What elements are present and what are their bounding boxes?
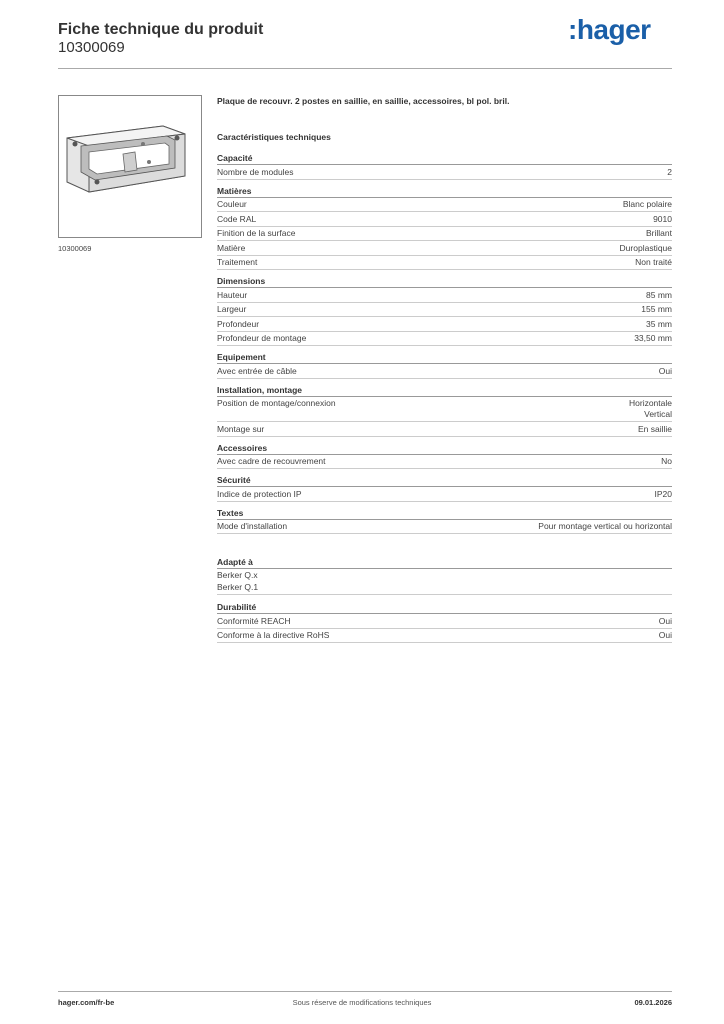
spec-row bbox=[217, 303, 672, 318]
spec-value: 85 mm bbox=[646, 289, 672, 300]
spec-label: Indice de protection IP bbox=[217, 488, 302, 499]
spec-group-materials bbox=[217, 185, 672, 271]
spec-value: No bbox=[661, 456, 672, 466]
group-title: Dimensions bbox=[217, 275, 672, 288]
product-image bbox=[58, 95, 202, 238]
group-title: Textes bbox=[217, 507, 672, 520]
spec-value: Non traité bbox=[635, 257, 672, 267]
spacer bbox=[217, 534, 672, 551]
spec-group-capacity bbox=[217, 152, 672, 180]
spec-group-installation bbox=[217, 384, 672, 437]
spec-group-equipment bbox=[217, 351, 672, 379]
spec-row bbox=[217, 364, 672, 379]
spec-value: 33,50 mm bbox=[634, 333, 672, 343]
spec-value: 9010 bbox=[653, 213, 672, 224]
spec-value: Oui bbox=[658, 365, 672, 376]
group-title: Equipement bbox=[217, 351, 672, 364]
product-number: 10300069 bbox=[58, 39, 125, 56]
spec-value: Duroplastique bbox=[619, 242, 672, 253]
spec-label: Code RAL bbox=[217, 213, 257, 224]
footer-date: 09.01.2026 bbox=[634, 998, 672, 1007]
spec-label: Mode d'installation bbox=[217, 521, 288, 531]
spec-row bbox=[217, 165, 672, 180]
spec-label: Hauteur bbox=[217, 289, 248, 300]
spec-label: Couleur bbox=[217, 199, 247, 209]
image-caption: 10300069 bbox=[58, 244, 92, 253]
adapted-list bbox=[217, 569, 672, 595]
header-divider bbox=[58, 68, 672, 69]
spec-label: Profondeur bbox=[217, 318, 260, 329]
group-title: Capacité bbox=[217, 152, 672, 165]
spec-row bbox=[217, 227, 672, 242]
spec-row bbox=[217, 614, 672, 629]
list-item: Berker Q.x bbox=[217, 570, 258, 580]
spec-row bbox=[217, 629, 672, 644]
spec-label: Largeur bbox=[217, 304, 247, 314]
spec-row bbox=[217, 241, 672, 256]
group-title: Durabilité bbox=[217, 601, 672, 614]
spec-label: Nombre de modules bbox=[217, 166, 294, 177]
product-frame-image bbox=[59, 96, 201, 237]
spec-value: En saillie bbox=[637, 423, 672, 434]
spec-value: Pour montage vertical ou horizontal bbox=[538, 521, 672, 531]
spec-row bbox=[217, 317, 672, 332]
spec-value-second: Vertical bbox=[644, 409, 672, 419]
footer-divider bbox=[58, 991, 672, 992]
spec-label: Profondeur de montage bbox=[217, 333, 307, 343]
spec-row bbox=[217, 288, 672, 303]
group-title: Matières bbox=[217, 185, 672, 198]
spec-group-security bbox=[217, 474, 672, 502]
adapted-group bbox=[217, 556, 672, 595]
spec-content bbox=[217, 95, 672, 643]
spec-value: Oui bbox=[658, 630, 672, 640]
group-title: Installation, montage bbox=[217, 384, 672, 397]
spec-row bbox=[217, 198, 672, 213]
list-item: Berker Q.1 bbox=[217, 582, 259, 592]
spec-value: 35 mm bbox=[646, 318, 672, 329]
spec-group-accessories bbox=[217, 442, 672, 470]
spec-label: Avec entrée de câble bbox=[217, 365, 297, 376]
spec-label: Montage sur bbox=[217, 423, 265, 434]
spec-row bbox=[217, 520, 672, 535]
spec-row bbox=[217, 332, 672, 347]
group-title: Accessoires bbox=[217, 442, 672, 455]
spec-label: Conformité REACH bbox=[217, 615, 291, 626]
durability-group bbox=[217, 601, 672, 643]
spec-label: Traitement bbox=[217, 257, 258, 267]
section-heading: Caractéristiques techniques bbox=[217, 132, 331, 142]
spec-row bbox=[217, 422, 672, 437]
spec-label: Finition de la surface bbox=[217, 228, 296, 238]
spec-group-dimensions bbox=[217, 275, 672, 346]
spec-label: Avec cadre de recouvrement bbox=[217, 456, 326, 466]
spec-value: Horizontale bbox=[629, 398, 672, 408]
spec-value: 2 bbox=[667, 166, 672, 177]
page-title: Fiche technique du produit bbox=[58, 21, 264, 38]
spec-row bbox=[217, 397, 672, 423]
spec-value: Brillant bbox=[646, 228, 672, 238]
group-title: Adapté à bbox=[217, 556, 672, 569]
spec-value: IP20 bbox=[654, 488, 672, 499]
spec-value: 155 mm bbox=[641, 304, 672, 314]
spec-row bbox=[217, 455, 672, 470]
footer-url[interactable]: hager.com/fr-be bbox=[58, 998, 115, 1007]
group-title: Sécurité bbox=[217, 474, 672, 487]
spec-label: Matière bbox=[217, 242, 246, 253]
spec-group-texts bbox=[217, 507, 672, 535]
product-description: Plaque de recouvr. 2 postes en saillie, en saillie, accessoires, bl pol. bril. bbox=[217, 96, 510, 106]
spec-value-multi bbox=[629, 398, 672, 420]
spec-value: Oui bbox=[658, 615, 672, 626]
spec-value: Blanc polaire bbox=[622, 199, 672, 209]
spec-row bbox=[217, 256, 672, 271]
spec-label: Conforme à la directive RoHS bbox=[217, 630, 330, 640]
footer-notice: Sous réserve de modifications techniques bbox=[292, 998, 432, 1007]
spec-label: Position de montage/connexion bbox=[217, 398, 336, 408]
spec-row bbox=[217, 212, 672, 227]
spec-row bbox=[217, 487, 672, 502]
hager-logo: :hager bbox=[568, 14, 651, 45]
